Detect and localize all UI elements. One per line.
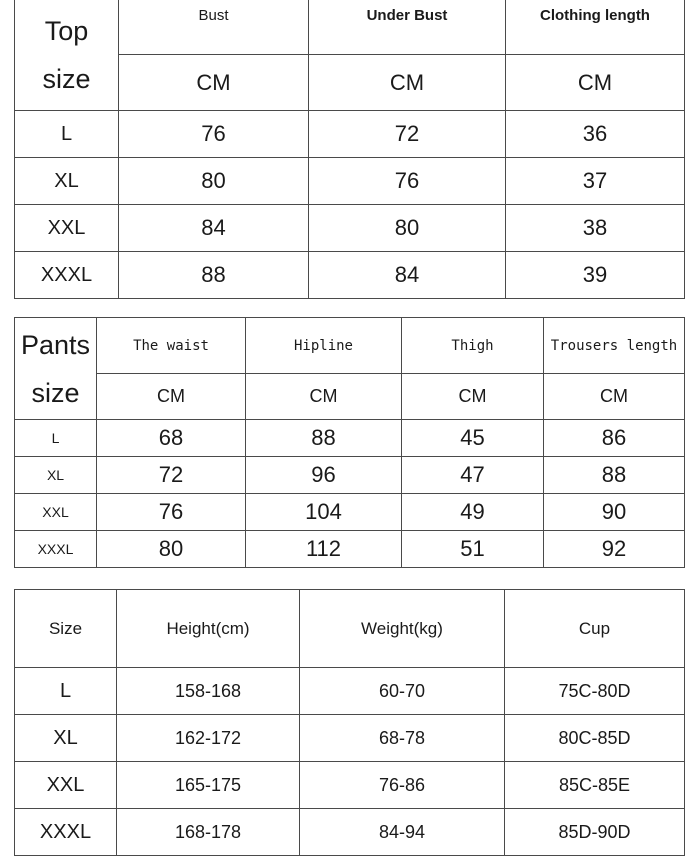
pants-row-size: XXXL — [15, 531, 97, 568]
pants-cell-thigh: 47 — [402, 457, 544, 494]
size-cell-weight: 84-94 — [300, 809, 505, 856]
pants-cell-hipline: 88 — [246, 420, 402, 457]
pants-header-hipline: Hipline — [246, 318, 402, 374]
top-size-heading — [15, 0, 119, 111]
size-row-size: L — [15, 668, 117, 715]
size-header-row — [15, 590, 685, 668]
table-row — [15, 420, 685, 457]
pants-cell-hipline: 96 — [246, 457, 402, 494]
table-row — [15, 809, 685, 856]
table-row — [15, 762, 685, 809]
pants-row-size: L — [15, 420, 97, 457]
body-size-table — [14, 589, 685, 856]
pants-cell-waist: 72 — [97, 457, 246, 494]
pants-cell-waist: 68 — [97, 420, 246, 457]
top-size-table — [14, 0, 685, 299]
pants-cell-thigh: 51 — [402, 531, 544, 568]
size-cell-cup: 80C-85D — [505, 715, 685, 762]
size-cell-height: 162-172 — [117, 715, 300, 762]
size-cell-height: 165-175 — [117, 762, 300, 809]
size-cell-cup: 85C-85E — [505, 762, 685, 809]
pants-cell-trousers-length: 88 — [544, 457, 685, 494]
pants-cell-trousers-length: 90 — [544, 494, 685, 531]
top-cell-clothing-length: 38 — [506, 205, 685, 252]
top-cell-under-bust: 72 — [309, 111, 506, 158]
table-row — [15, 715, 685, 762]
top-cell-under-bust: 80 — [309, 205, 506, 252]
top-row-size: XL — [15, 158, 119, 205]
top-cell-bust: 84 — [119, 205, 309, 252]
top-unit-bust: CM — [119, 55, 309, 111]
pants-row-size: XL — [15, 457, 97, 494]
top-cell-under-bust: 84 — [309, 252, 506, 299]
pants-header-waist: The waist — [97, 318, 246, 374]
top-row-size: XXXL — [15, 252, 119, 299]
size-header-weight: Weight(kg) — [300, 590, 505, 668]
table-row — [15, 668, 685, 715]
top-cell-clothing-length: 37 — [506, 158, 685, 205]
top-cell-clothing-length: 36 — [506, 111, 685, 158]
pants-cell-thigh: 45 — [402, 420, 544, 457]
pants-header-trousers-length: Trousers length — [544, 318, 685, 374]
pants-cell-thigh: 49 — [402, 494, 544, 531]
table-row — [15, 111, 685, 158]
table-row — [15, 531, 685, 568]
table-row — [15, 158, 685, 205]
pants-size-heading-line1: Pants — [20, 329, 91, 360]
pants-unit-trousers-length: CM — [544, 374, 685, 420]
pants-header-thigh: Thigh — [402, 318, 544, 374]
table-row — [15, 205, 685, 252]
top-unit-clothing-length: CM — [506, 55, 685, 111]
size-row-size: XXXL — [15, 809, 117, 856]
pants-unit-waist: CM — [97, 374, 246, 420]
top-cell-bust: 88 — [119, 252, 309, 299]
pants-cell-hipline: 112 — [246, 531, 402, 568]
size-cell-height: 158-168 — [117, 668, 300, 715]
size-cell-cup: 75C-80D — [505, 668, 685, 715]
pants-cell-trousers-length: 86 — [544, 420, 685, 457]
top-size-heading-line2: size — [42, 63, 91, 94]
size-cell-cup: 85D-90D — [505, 809, 685, 856]
pants-unit-hipline: CM — [246, 374, 402, 420]
top-size-heading-line1: Top — [44, 15, 89, 46]
pants-size-heading-line2: size — [31, 377, 80, 408]
top-row-size: L — [15, 111, 119, 158]
top-cell-bust: 76 — [119, 111, 309, 158]
size-cell-weight: 76-86 — [300, 762, 505, 809]
pants-cell-trousers-length: 92 — [544, 531, 685, 568]
top-header-clothing-length: Clothing length — [506, 0, 685, 55]
pants-units-row — [15, 374, 685, 420]
size-row-size: XXL — [15, 762, 117, 809]
size-cell-weight: 60-70 — [300, 668, 505, 715]
pants-cell-waist: 80 — [97, 531, 246, 568]
size-cell-weight: 68-78 — [300, 715, 505, 762]
pants-row-size: XXL — [15, 494, 97, 531]
pants-size-table — [14, 317, 685, 568]
size-header-height: Height(cm) — [117, 590, 300, 668]
table-row — [15, 252, 685, 299]
size-row-size: XL — [15, 715, 117, 762]
table-row — [15, 457, 685, 494]
top-header-bust: Bust — [119, 0, 309, 55]
top-header-row — [15, 0, 685, 55]
pants-header-row — [15, 318, 685, 374]
pants-unit-thigh: CM — [402, 374, 544, 420]
top-cell-bust: 80 — [119, 158, 309, 205]
top-unit-under-bust: CM — [309, 55, 506, 111]
size-header-cup: Cup — [505, 590, 685, 668]
pants-size-heading — [15, 318, 97, 420]
pants-cell-waist: 76 — [97, 494, 246, 531]
size-cell-height: 168-178 — [117, 809, 300, 856]
top-cell-under-bust: 76 — [309, 158, 506, 205]
top-header-under-bust: Under Bust — [309, 0, 506, 55]
table-row — [15, 494, 685, 531]
top-cell-clothing-length: 39 — [506, 252, 685, 299]
top-row-size: XXL — [15, 205, 119, 252]
size-header-size: Size — [15, 590, 117, 668]
pants-cell-hipline: 104 — [246, 494, 402, 531]
